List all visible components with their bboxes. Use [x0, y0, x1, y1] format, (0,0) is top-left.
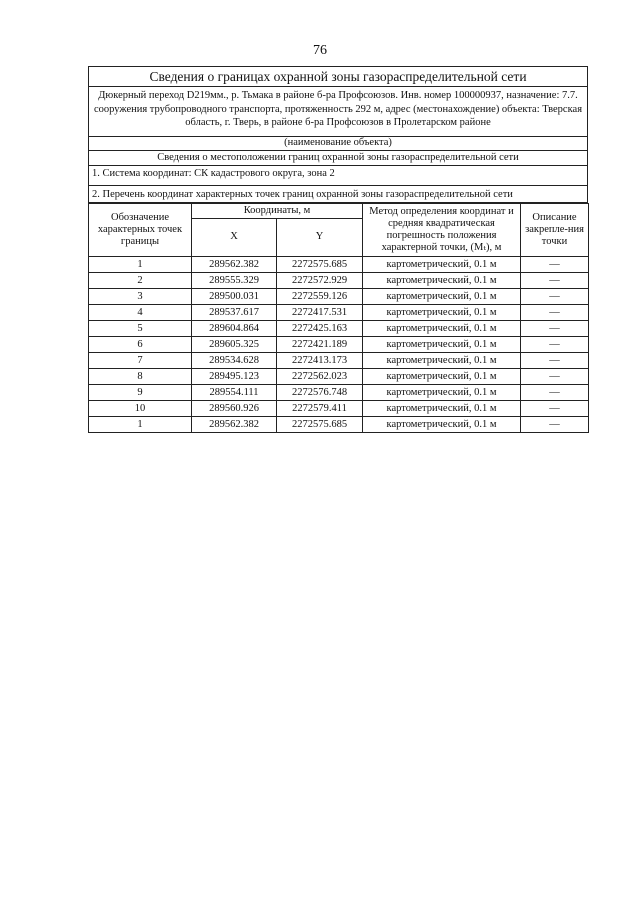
description-cell: — [521, 288, 589, 304]
page-number: 76 [313, 43, 327, 58]
table-row [89, 272, 589, 288]
x-coordinate-cell: 289537.617 [192, 304, 277, 320]
description-cell: — [521, 352, 589, 368]
point-cell: 9 [89, 384, 192, 400]
method-cell: картометрический, 0.1 м [363, 320, 521, 336]
method-cell: картометрический, 0.1 м [363, 336, 521, 352]
method-cell: картометрический, 0.1 м [363, 400, 521, 416]
table-row [89, 304, 589, 320]
x-coordinate-cell: 289562.382 [192, 416, 277, 432]
location-header: Сведения о местоположении границ охранной зоны газораспределительной сети [89, 151, 587, 166]
x-coordinate-cell: 289562.382 [192, 256, 277, 272]
y-coordinate-cell: 2272425.163 [277, 320, 363, 336]
point-cell: 7 [89, 352, 192, 368]
table-row [89, 368, 589, 384]
header-description: Описание закрепле-ния точки [521, 203, 589, 256]
table-row [89, 336, 589, 352]
point-cell: 1 [89, 256, 192, 272]
x-coordinate-cell: 289555.329 [192, 272, 277, 288]
points-list-title: 2. Перечень координат характерных точек границ охранной зоны газораспределительной сети [89, 186, 587, 203]
method-cell: картометрический, 0.1 м [363, 304, 521, 320]
header-point: Обозначение характерных точек границы [89, 203, 192, 256]
table-row [89, 288, 589, 304]
point-cell: 5 [89, 320, 192, 336]
x-coordinate-cell: 289500.031 [192, 288, 277, 304]
y-coordinate-cell: 2272576.748 [277, 384, 363, 400]
table-row [89, 352, 589, 368]
document-title: Сведения о границах охранной зоны газораспределительной сети [89, 67, 587, 87]
table-row [89, 320, 589, 336]
description-cell: — [521, 320, 589, 336]
method-cell: картометрический, 0.1 м [363, 368, 521, 384]
y-coordinate-cell: 2272417.531 [277, 304, 363, 320]
x-coordinate-cell: 289605.325 [192, 336, 277, 352]
header-coordinates: Координаты, м [192, 203, 363, 218]
x-coordinate-cell: 289534.628 [192, 352, 277, 368]
coordinate-system: 1. Система координат: СК кадастрового округа, зона 2 [89, 166, 587, 186]
method-cell: картометрический, 0.1 м [363, 384, 521, 400]
y-coordinate-cell: 2272421.189 [277, 336, 363, 352]
description-cell: — [521, 400, 589, 416]
document-body [88, 66, 588, 433]
method-cell: картометрический, 0.1 м [363, 256, 521, 272]
y-coordinate-cell: 2272562.023 [277, 368, 363, 384]
method-cell: картометрический, 0.1 м [363, 272, 521, 288]
x-coordinate-cell: 289554.111 [192, 384, 277, 400]
coordinates-table-body [89, 256, 589, 432]
header-box [88, 66, 588, 203]
description-cell: — [521, 272, 589, 288]
x-coordinate-cell: 289495.123 [192, 368, 277, 384]
method-cell: картометрический, 0.1 м [363, 352, 521, 368]
point-cell: 10 [89, 400, 192, 416]
y-coordinate-cell: 2272575.685 [277, 416, 363, 432]
method-cell: картометрический, 0.1 м [363, 416, 521, 432]
point-cell: 6 [89, 336, 192, 352]
header-method: Метод определения координат и средняя квадратическая погрешность положения характерной точки, (Mₜ), м [363, 203, 521, 256]
y-coordinate-cell: 2272579.411 [277, 400, 363, 416]
table-row [89, 416, 589, 432]
object-description: Дюкерный переход D219мм., р. Тьмака в районе б-ра Профсоюзов. Инв. номер 100000937, назначение: 7.7. сооружения трубопроводного транспорта, протяженность 292 м, адрес (местонахождение) объекта: Тверская область, г. Тверь, в районе б-ра Профсоюзов в Пролетарском районе [93, 90, 583, 128]
description-cell: — [521, 384, 589, 400]
method-cell: картометрический, 0.1 м [363, 288, 521, 304]
point-cell: 1 [89, 416, 192, 432]
y-coordinate-cell: 2272572.929 [277, 272, 363, 288]
header-y: Y [277, 218, 363, 256]
y-coordinate-cell: 2272575.685 [277, 256, 363, 272]
description-cell: — [521, 368, 589, 384]
table-row [89, 384, 589, 400]
x-coordinate-cell: 289604.864 [192, 320, 277, 336]
description-cell: — [521, 256, 589, 272]
y-coordinate-cell: 2272559.126 [277, 288, 363, 304]
header-x: X [192, 218, 277, 256]
description-cell: — [521, 336, 589, 352]
point-cell: 4 [89, 304, 192, 320]
description-cell: — [521, 416, 589, 432]
point-cell: 3 [89, 288, 192, 304]
point-cell: 2 [89, 272, 192, 288]
point-cell: 8 [89, 368, 192, 384]
y-coordinate-cell: 2272413.173 [277, 352, 363, 368]
description-cell: — [521, 304, 589, 320]
coordinates-table [88, 203, 589, 433]
table-row [89, 400, 589, 416]
object-name-caption: (наименование объекта) [89, 136, 587, 151]
table-row [89, 256, 589, 272]
x-coordinate-cell: 289560.926 [192, 400, 277, 416]
